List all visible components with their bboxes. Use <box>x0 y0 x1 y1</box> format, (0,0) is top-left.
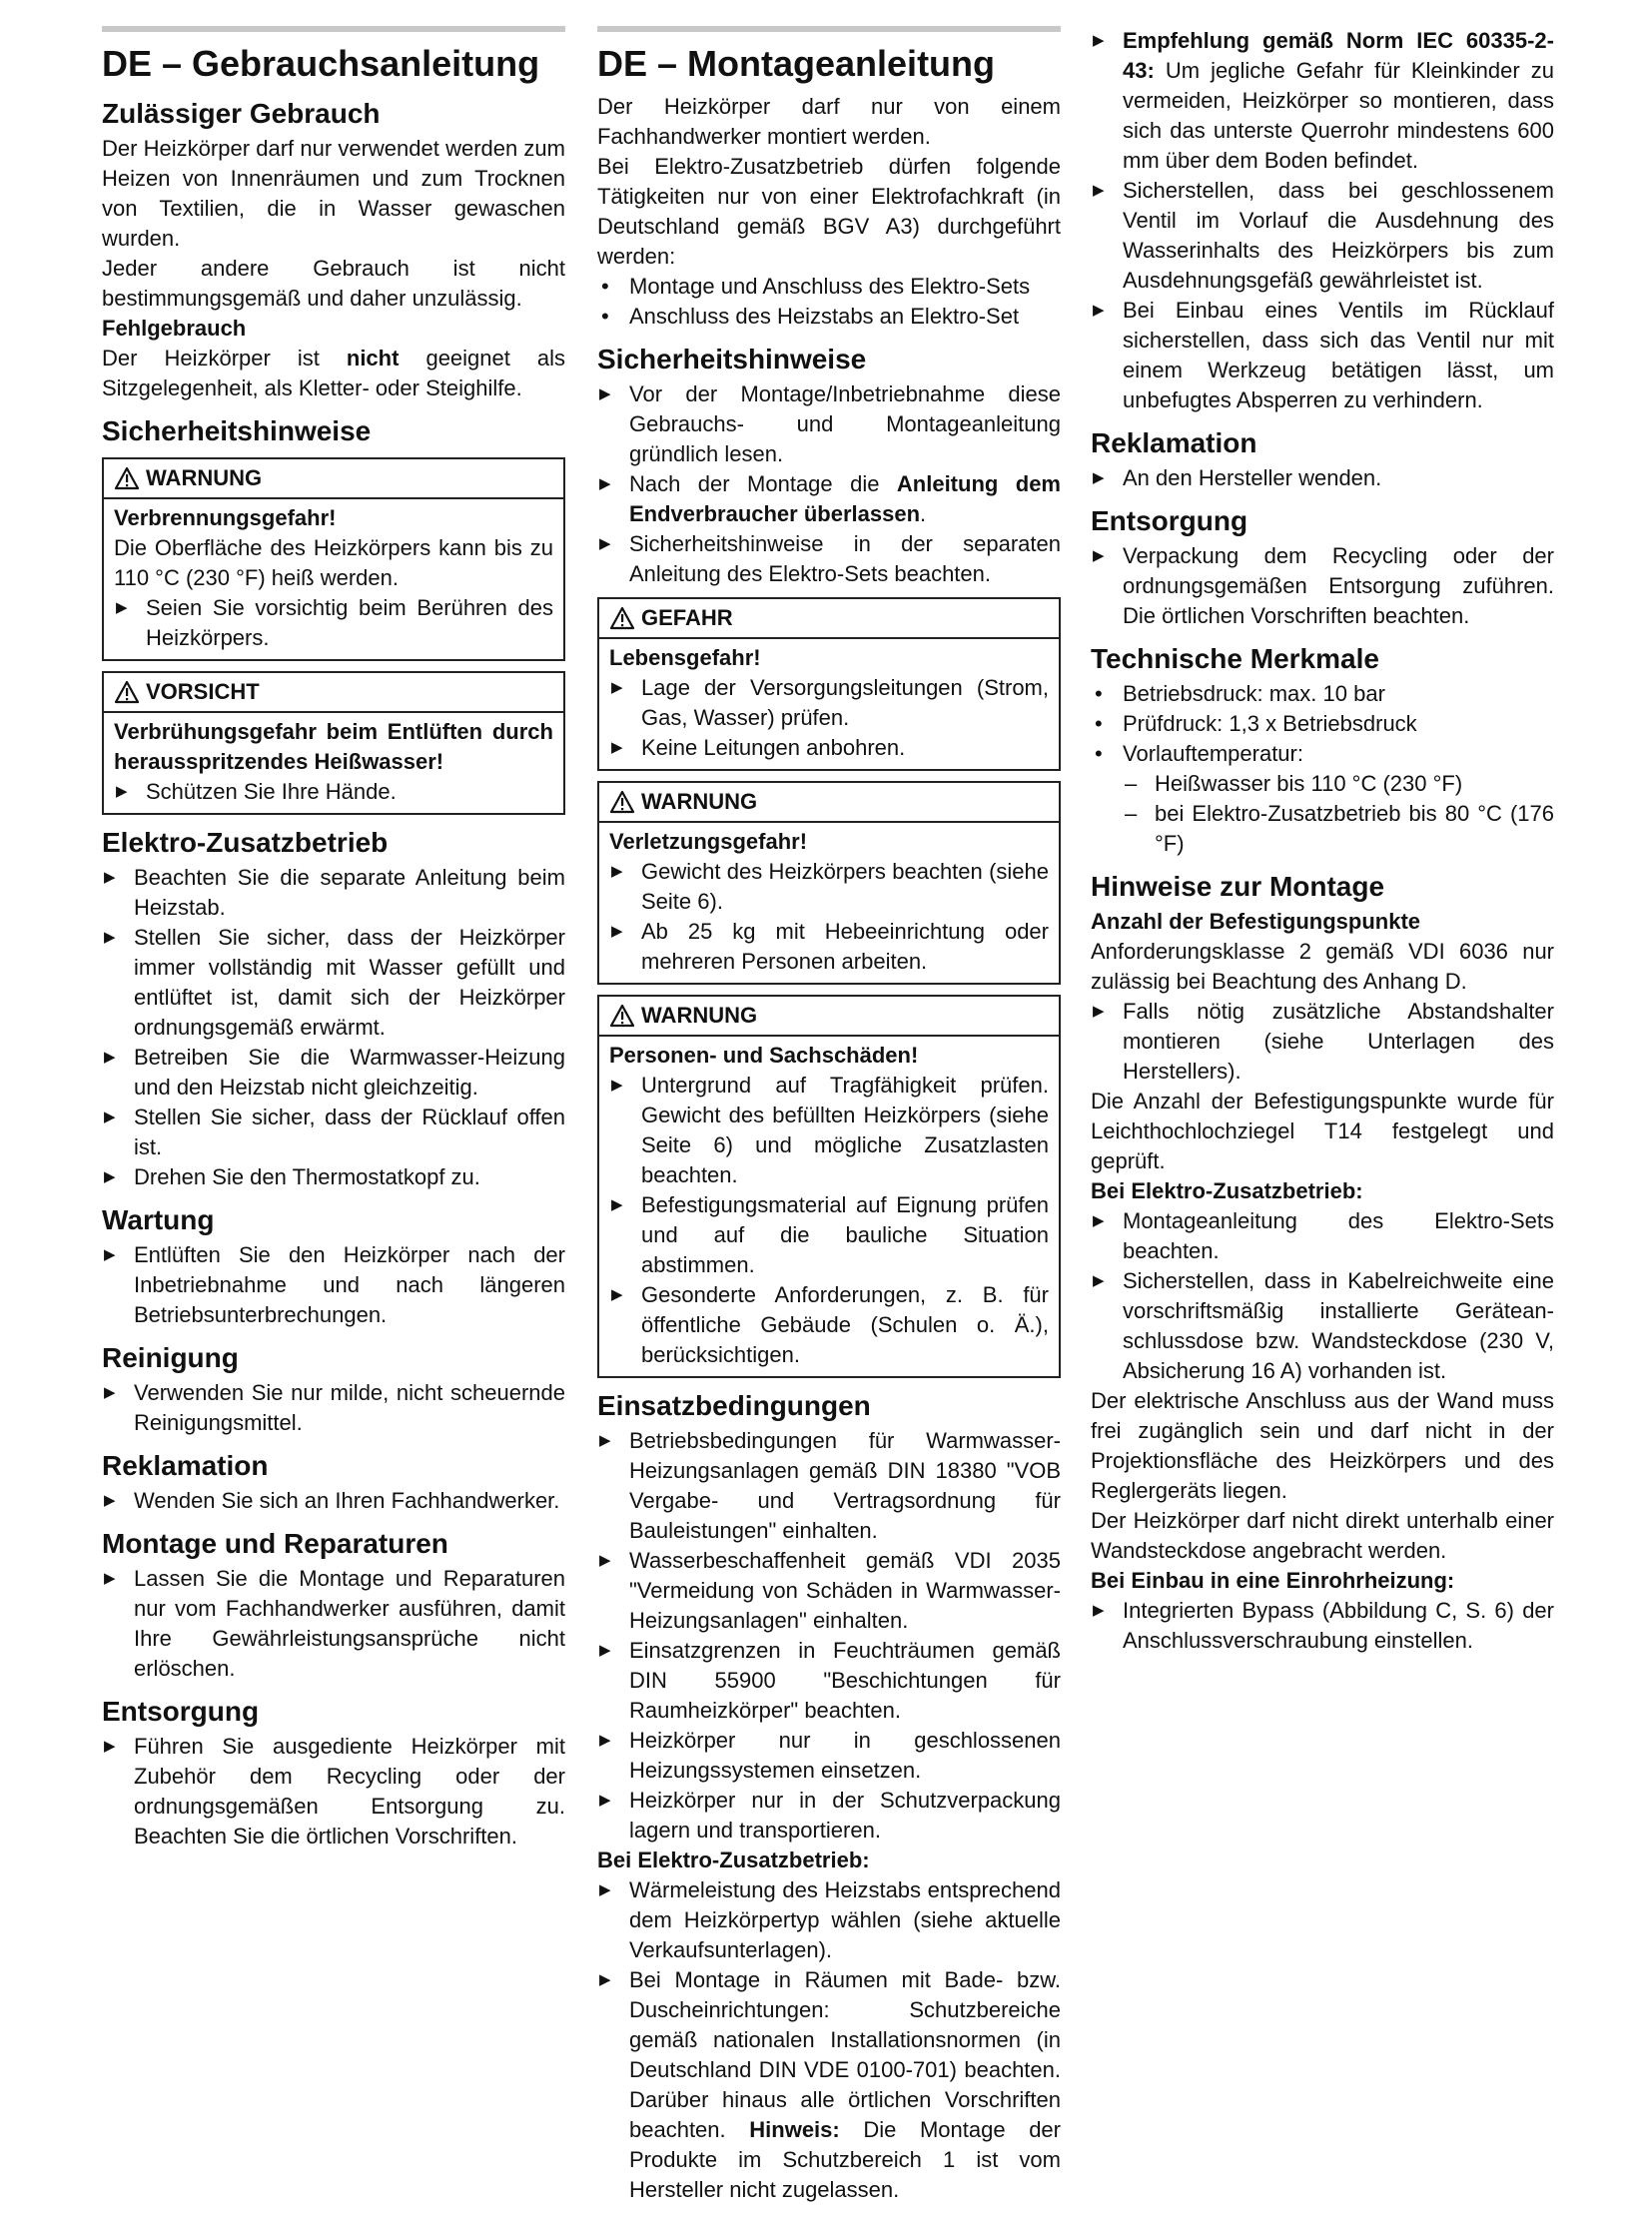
list-item: ▶ Nach der Montage die Anleitung dem Endverbraucher überlassen. <box>597 469 1061 529</box>
complaint-heading: Reklamation <box>1091 427 1257 458</box>
safety-heading: Sicherheitshinweise <box>597 344 867 374</box>
electric-text: Der elektrische Anschluss aus der Wand muss frei zugänglich sein und darf nicht in der Projektionsfläche des Heizkörpers und des Reglergeräts liegen. <box>1091 1388 1554 1503</box>
list-item: ▶ Verpackung dem Recycling oder der ordnungsgemäßen Entsorgung zuführen. Die örtlichen Vorschriften beachten. <box>1091 541 1554 631</box>
complaint-heading: Reklamation <box>102 1450 269 1481</box>
list-item: ▶ Falls nötig zusätzliche Abstandshalter montieren (siehe Unterlagen des Herstellers). <box>1091 997 1554 1087</box>
caution-title: Verbrühungsgefahr beim Entlüften durch herausspritzendes Heißwasser! <box>114 719 553 774</box>
mounting-heading: Hinweise zur Montage <box>1091 871 1385 902</box>
danger-title: Lebensgefahr! <box>609 645 761 670</box>
danger-box <box>597 597 1061 771</box>
list-item: ▶ Beachten Sie die separate Anleitung beim Heizstab. <box>102 863 565 923</box>
disposal-heading: Entsorgung <box>102 1696 260 1727</box>
caution-label: VORSICHT <box>146 679 260 704</box>
single-pipe-heading: Bei Einbau in eine Einrohrheizung: <box>1091 1568 1455 1593</box>
list-item: ▶ Entlüften Sie den Heizkörper nach der Inbetriebnahme und nach längeren Betriebsunterbrechungen. <box>102 1240 565 1330</box>
electric-subheading: Bei Elektro-Zusatzbetrieb: <box>1091 1178 1363 1203</box>
warning-triangle-icon <box>114 680 140 704</box>
list-item: ▶ Empfehlung gemäß Norm IEC 60335-2-43: Um jegliche Gefahr für Kleinkinder zu vermeiden, Heizkörper so montieren, dass sich das unterste Querrohr mindestens 600 mm über dem Boden befindet. <box>1091 26 1554 176</box>
list-item: ▶ Verwenden Sie nur milde, nicht scheuernde Reinigungsmittel. <box>102 1378 565 1438</box>
warning-title: Verbrennungsgefahr! <box>114 505 337 530</box>
list-item: ▶ Stellen Sie sicher, dass der Rücklauf offen ist. <box>102 1103 565 1162</box>
danger-label: GEFAHR <box>641 605 733 630</box>
list-item: ▶ Betreiben Sie die Warmwasser-Heizung und den Heizstab nicht gleichzeitig. <box>102 1043 565 1103</box>
list-item: ▶ Untergrund auf Tragfähigkeit prüfen. Gewicht des befüllten Heizkörpers (siehe Seite 6) und mögliche Zusatzlasten beachten. <box>609 1071 1049 1190</box>
permitted-use-text-2: Jeder andere Gebrauch ist nicht bestimmungsgemäß und daher unzulässig. <box>102 256 565 311</box>
list-item: ▶ Sicherheitshinweise in der separaten Anleitung des Elektro-Sets beachten. <box>597 529 1061 589</box>
list-item: ▶ Sicherstellen, dass in Kabelreichweite eine vorschriftsmäßig installierte Geräteanschlussdose bzw. Wandsteckdose (230 V, Absicherung 16 A) vorhanden ist. <box>1091 1266 1554 1386</box>
list-item: ▶ Lage der Versorgungsleitungen (Strom, Gas, Wasser) prüfen. <box>609 673 1049 733</box>
intro-text-2: Bei Elektro-Zusatzbetrieb dürfen folgende Tätigkeiten nur von einer Elektrofachkraft (in Deutschland gemäß BGV A3) durchgeführt werden: <box>597 154 1061 269</box>
top-rule <box>597 26 1061 32</box>
warning-triangle-icon <box>609 606 635 630</box>
warning-box-injury <box>597 781 1061 985</box>
list-item: ▶ Führen Sie ausgediente Heizkörper mit Zubehör dem Recycling oder der ordnungsgemäßen Entsorgung zu. Beachten Sie die örtlichen Vorschriften. <box>102 1732 565 1852</box>
safety-heading: Sicherheitshinweise <box>102 415 372 446</box>
list-item: ▶ Ab 25 kg mit Hebeeinrichtung oder mehreren Personen arbeiten. <box>609 917 1049 977</box>
list-item: ▶ Integrierten Bypass (Abbildung C, S. 6) der Anschlussverschraubung einstellen. <box>1091 1596 1554 1656</box>
warning-triangle-icon <box>609 790 635 814</box>
list-item: ▶ Einsatzgrenzen in Feuchträumen gemäß DIN 55900 "Beschichtungen für Raumheizkörper" beachten. <box>597 1636 1061 1726</box>
list-item: ▶ Gesonderte Anforderungen, z. B. für öffentliche Gebäude (Schulen o. Ä.), berücksichtigen. <box>609 1280 1049 1370</box>
list-item: ▶ Bei Montage in Räumen mit Bade- bzw. Duscheinrichtungen: Schutzbereiche gemäß nationalen Installationsnormen (in Deutschland DIN VDE 0100-701) beachten. Darüber hinaus alle örtlichen Vorschriften beachten. Hinweis: Die Montage der Produkte im Schutzbereich 1 ist vom Hersteller nicht zugelassen. <box>597 1965 1061 2205</box>
list-item: • Betriebsdruck: max. 10 bar <box>1091 679 1554 709</box>
list-item: ▶ Gewicht des Heizkörpers beachten (siehe Seite 6). <box>609 857 1049 917</box>
list-item: ▶ Vor der Montage/Inbetriebnahme diese Gebrauchs- und Montageanleitung gründlich lesen. <box>597 379 1061 469</box>
caution-instruction: ▶ Schützen Sie Ihre Hände. <box>114 777 553 807</box>
list-item: ▶ Betriebsbedingungen für Warmwasser-Heizungsanlagen gemäß DIN 18380 "VOB Vergabe- und Vertragsordnung für Bauleistungen" einhalten. <box>597 1426 1061 1546</box>
list-item: – Heißwasser bis 110 °C (230 °F) <box>1123 769 1554 799</box>
column-installation-instructions <box>597 26 1061 2205</box>
warning-title: Verletzungsgefahr! <box>609 829 808 854</box>
warning-label: WARNUNG <box>146 465 263 490</box>
intro-text: Der Heizkörper darf nur von einem Fachhandwerker montiert werden. <box>597 94 1061 149</box>
list-item: ▶ Stellen Sie sicher, dass der Heizkörper immer vollständig mit Wasser gefüllt und entlüftet ist, damit sich der Heizkörper ordnungsgemäß erwärmt. <box>102 923 565 1043</box>
fixing-points-text-2: Die Anzahl der Befestigungspunkte wurde für Leichthochlochziegel T14 festgelegt und geprüft. <box>1091 1089 1554 1173</box>
list-item: ▶ Drehen Sie den Thermostatkopf zu. <box>102 1162 565 1192</box>
fixing-points-text: Anforderungsklasse 2 gemäß VDI 6036 nur zulässig bei Beachtung des Anhang D. <box>1091 939 1554 994</box>
tech-heading: Technische Merkmale <box>1091 643 1379 674</box>
maintenance-heading: Wartung <box>102 1204 215 1235</box>
list-item: ▶ Bei Einbau eines Ventils im Rücklauf sicherstellen, dass sich das Ventil nur mit einem Werkzeug betätigen lässt, um unbefugtes Absperren zu verhindern. <box>1091 296 1554 415</box>
warning-title: Personen- und Sachschäden! <box>609 1043 919 1068</box>
installation-title: DE – Montageanleitung <box>597 43 996 84</box>
warning-triangle-icon <box>114 466 140 490</box>
list-item: • Vorlauftemperatur: <box>1091 739 1554 769</box>
column-installation-continued <box>1091 26 1554 1656</box>
list-item: • Anschluss des Heizstabs an Elektro-Set <box>597 302 1061 332</box>
list-item: ▶ Heizkörper nur in der Schutzverpackung lagern und transportieren. <box>597 1786 1061 1846</box>
list-item: ▶ An den Hersteller wenden. <box>1091 463 1554 493</box>
warning-label: WARNUNG <box>641 1003 758 1028</box>
list-item: ▶ Heizkörper nur in geschlossenen Heizungssystemen einsetzen. <box>597 1726 1061 1786</box>
permitted-use-text: Der Heizkörper darf nur verwendet werden zum Heizen von Innenräumen und zum Trocknen von Textilien, die in Wasser gewaschen wurden. <box>102 136 565 251</box>
disposal-heading: Entsorgung <box>1091 505 1248 536</box>
electric-subheading: Bei Elektro-Zusatzbetrieb: <box>597 1848 870 1872</box>
warning-box-burn <box>102 457 565 661</box>
usage-title: DE – Gebrauchsanleitung <box>102 43 540 84</box>
cleaning-heading: Reinigung <box>102 1342 239 1373</box>
list-item: ▶ Montageanleitung des Elektro-Sets beachten. <box>1091 1206 1554 1266</box>
top-rule <box>102 26 565 32</box>
electric-text-2: Der Heizkörper darf nicht direkt unterhalb einer Wandsteckdose angebracht werden. <box>1091 1508 1554 1563</box>
caution-box-scald <box>102 671 565 815</box>
list-item: ▶ Keine Leitungen anbohren. <box>609 733 1049 763</box>
warning-triangle-icon <box>609 1004 635 1028</box>
permitted-use-heading: Zulässiger Gebrauch <box>102 98 381 129</box>
warning-label: WARNUNG <box>641 789 758 814</box>
list-item: ▶ Lassen Sie die Montage und Reparaturen nur vom Fachhandwerker ausführen, damit Ihre Gewährleistungsansprüche nicht erlöschen. <box>102 1564 565 1684</box>
list-item: – bei Elektro-Zusatzbetrieb bis 80 °C (176 °F) <box>1123 799 1554 859</box>
list-item: • Montage und Anschluss des Elektro-Sets <box>597 272 1061 302</box>
misuse-text: Der Heizkörper ist nicht geeignet als Sitzgelegenheit, als Kletter- oder Steighilfe. <box>102 346 566 400</box>
fixing-points-heading: Anzahl der Befestigungspunkte <box>1091 909 1421 934</box>
list-item: ▶ Wasserbeschaffenheit gemäß VDI 2035 "Vermeidung von Schäden in Warmwasser-Heizungsanlagen" einhalten. <box>597 1546 1061 1636</box>
list-item: ▶ Wenden Sie sich an Ihren Fachhandwerker. <box>102 1486 565 1516</box>
repair-heading: Montage und Reparaturen <box>102 1528 448 1559</box>
list-item: ▶ Sicherstellen, dass bei geschlossenem Ventil im Vorlauf die Ausdehnung des Wasserinhalts des Heizkörpers bis zum Ausdehnungsgefäß gewährleistet ist. <box>1091 176 1554 296</box>
conditions-heading: Einsatzbedingungen <box>597 1390 871 1421</box>
list-item: • Prüfdruck: 1,3 x Betriebsdruck <box>1091 709 1554 739</box>
warning-box-damage <box>597 995 1061 1378</box>
misuse-heading: Fehlgebrauch <box>102 316 247 341</box>
electric-operation-heading: Elektro-Zusatzbetrieb <box>102 827 389 858</box>
warning-instruction: ▶ Seien Sie vorsichtig beim Berühren des Heizkörpers. <box>114 593 553 653</box>
column-usage-instructions <box>102 26 565 1852</box>
list-item: ▶ Befestigungsmaterial auf Eignung prüfen und auf die bauliche Situation abstimmen. <box>609 1190 1049 1280</box>
warning-text: Die Oberfläche des Heizkörpers kann bis zu 110 °C (230 °F) heiß werden. <box>114 535 553 590</box>
list-item: ▶ Wärmeleistung des Heizstabs entsprechend dem Heizkörpertyp wählen (siehe aktuelle Verkaufsunterlagen). <box>597 1875 1061 1965</box>
